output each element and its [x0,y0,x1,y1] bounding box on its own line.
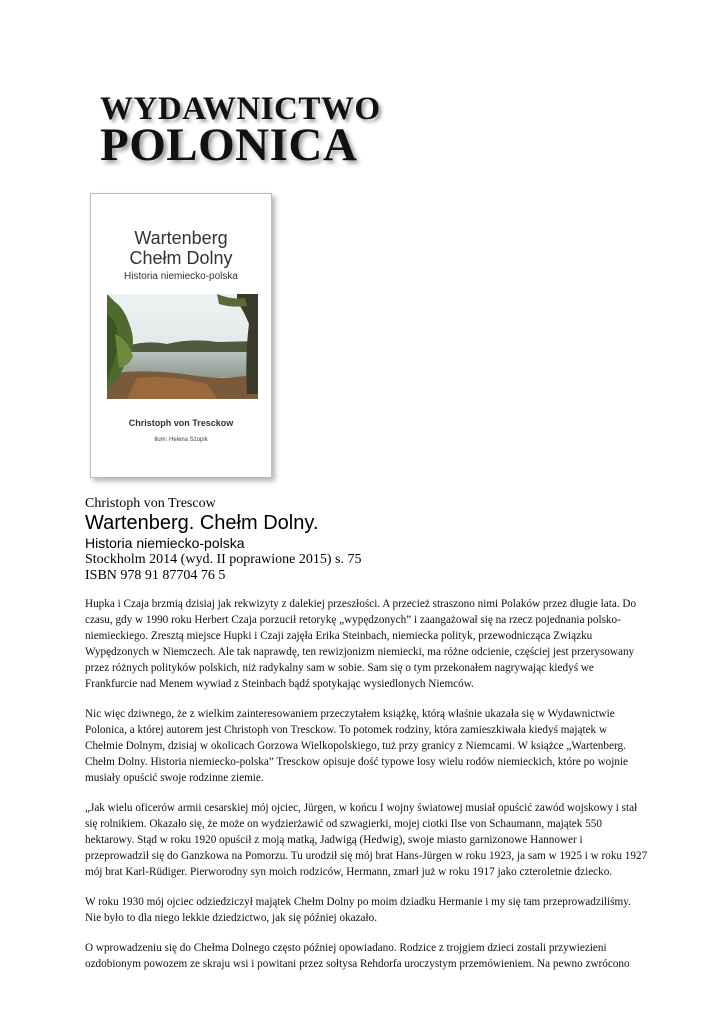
cover-title-line1: Wartenberg [134,228,228,248]
book-subtitle: Historia niemiecko-polska [85,535,245,551]
text-line: Nic więc dziwnego, że z wielkim zainteresowaniem przeczytałem książkę, którą właśnie ukazała się w Wydawnictwie [85,708,615,720]
text-line: przeprowadził się do Ganzkowa na Pomorzu. Tu urodził się mój brat Hans-Jürgen w roku 1923, ja sam w 1925 i w roku 1927 [85,850,648,862]
text-line: Wypędzonych w Niemczech. Ale tak naprawdę, ten rewizjonizm niemiecki, ma różne odcienie, częściej jest przerysowany [85,646,635,658]
cover-lake-photo [107,294,258,399]
publisher-logo [100,91,410,171]
text-line: Hupka i Czaja brzmią dzisiaj jak rekwizyty z dalekiej przeszłości. A przecież straszono nimi Polaków przez długie lata. Do [85,598,637,610]
text-line: W roku 1930 mój ojciec odziedziczył majątek Chełm Dolny po moim dziadku Hermanie i my się tam przeprowadziliśmy. [85,896,631,908]
text-line: Polonica, a której autorem jest Christoph von Tresckow. To potomek rodziny, która zamieszkiwała kiedyś majątek w [85,724,608,736]
cover-translator: tłum: Helena Szopik [154,437,208,443]
text-line: „Jak wielu oficerów armii cesarskiej mój ojciec, Jürgen, w końcu I wojny światowej musiał opuścić zawód wojskowy i stał [85,802,638,814]
book-author: Christoph von Trescow [85,496,216,511]
book-publication-info: Stockholm 2014 (wyd. II poprawione 2015) s. 75 [85,552,362,567]
article-body [85,596,648,986]
logo-line-polonica: POLONICA [100,119,358,171]
text-line: się rolnikiem. Okazało się, że może on wydzierżawić od szwagierki, mojej ciotki Ilse von Schaumann, majątek 550 [85,818,602,830]
paragraph [85,800,648,880]
paragraph [85,706,641,786]
text-line: Frankfurcie nad Menem wywiad z Steinbach bądź spotykając wysiedlonych Niemców. [85,678,474,690]
cover-subtitle: Historia niemiecko-polska [124,271,238,282]
text-line: mój brat Karl-Rüdiger. Pierworodny syn moich rodziców, Hermann, zmarł już w roku 1917 jako czteroletnie dziecko. [85,866,613,878]
text-line: Chełm Dolny. Historia niemiecko-polska” Tresckow opisuje dość typowe losy wielu rodów niemieckich, które po wojnie [85,756,629,768]
cover-title-line2: Chełm Dolny [129,248,233,268]
paragraph [85,940,641,972]
text-line: musiały opuścić swoje rodzinne ziemie. [85,772,264,784]
paragraph [85,894,641,926]
book-title: Wartenberg. Chełm Dolny. [85,512,319,534]
text-line: hektarowy. Stąd w roku 1920 opuścił z moją matką, Jadwigą (Hedwig), swoje miasto garnizonowe Hannower i [85,834,583,846]
text-line: czasu, gdy w 1990 roku Herbert Czaja porzucił retorykę „wypędzonych” i zaangażował się na rzecz pojednania polsko- [85,614,621,626]
text-line: przez różnych polityków polskich, niż radykalny sam w sobie. Sam się o tym przekonałem nagrywając kiedyś we [85,662,594,674]
text-line: Chełmie Dolnym, dzisiaj w okolicach Gorzowa Wielkopolskiego, tuż przy granicy z Niemcami. W książce „Wartenberg. [85,740,626,752]
text-line: O wprowadzeniu się do Chełma Dolnego często później opowiadano. Rodzice z trojgiem dzieci zostali przywiezieni [85,942,607,954]
cover-author: Christoph von Tresckow [128,418,234,428]
text-line: ozdobionym powozem ze skraju wsi i powitani przez sołtysa Rehdorfa uroczystym przemówieniem. Na pewno zwrócono [85,958,630,970]
logo-line-wydawnictwo: WYDAWNICTWO [100,91,381,127]
book-metadata [85,496,361,584]
text-line: Nie było to dla niego lekkie dziedzictwo, jak się później okazało. [85,912,378,924]
text-line: niemieckiego. Zresztą miejsce Hupki i Czaji zajęła Erika Steinbach, niemiecka polityk, przewodnicząca Związku [85,630,593,642]
paragraph [85,596,641,692]
book-cover-image [90,193,272,478]
book-isbn: ISBN 978 91 87704 76 5 [85,568,226,583]
